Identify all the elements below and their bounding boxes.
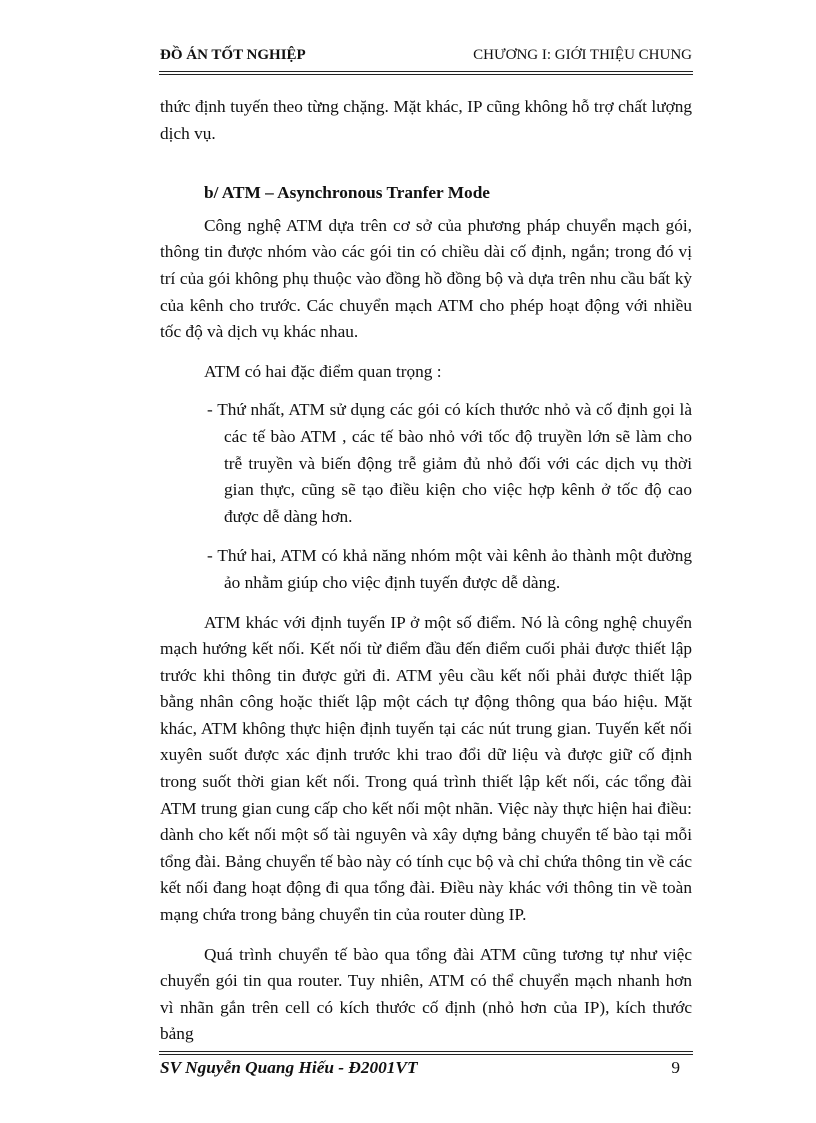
footer-divider [159, 1051, 693, 1055]
header-divider [159, 71, 693, 75]
paragraph: Quá trình chuyển tế bào qua tổng đài ATM cũng tương tự như việc chuyển gói tin qua router. Tuy nhiên, ATM có thể chuyển mạch nhanh hơn vì nhãn gắn trên cell có kích thước cố định (nhỏ hơn của IP), kích thước bảng [160, 944, 692, 1044]
page-header [160, 47, 692, 64]
page-footer [160, 1058, 680, 1078]
page-body [160, 94, 692, 1048]
header-document-title: ĐỒ ÁN TỐT NGHIỆP [160, 47, 306, 63]
paragraph: ATM có hai đặc điểm quan trọng : [204, 361, 442, 381]
footer-author: SV Nguyễn Quang Hiếu - Đ2001VT [160, 1058, 418, 1077]
bullet-item: - Thứ hai, ATM có khả năng nhóm một vài kênh ảo thành một đường ảo nhằm giúp cho việc định tuyến được dễ dàng. [207, 546, 692, 592]
paragraph: Công nghệ ATM dựa trên cơ sở của phương pháp chuyển mạch gói, thông tin được nhóm vào các gói tin có chiều dài cố định, ngắn; trong đó vị trí của gói không phụ thuộc vào đồng hồ đồng bộ và dựa trên nhu cầu bất kỳ của kênh cho trước. Các chuyển mạch ATM cho phép hoạt động với nhiều tốc độ và dịch vụ khác nhau. [160, 215, 692, 342]
continuation-paragraph: thức định tuyến theo từng chặng. Mặt khác, IP cũng không hỗ trợ chất lượng dịch vụ. [160, 97, 692, 143]
header-chapter-title: CHƯƠNG I: GIỚI THIỆU CHUNG [473, 47, 692, 63]
page-number: 9 [671, 1058, 680, 1077]
paragraph: ATM khác với định tuyến IP ở một số điểm. Nó là công nghệ chuyển mạch hướng kết nối. Kết nối từ điểm đầu đến điểm cuối phải được thiết lập trước khi thông tin được gửi đi. ATM yêu cầu kết nối phải được thiết lập bằng nhân công hoặc thiết lập một cách tự động thông qua báo hiệu. Mặt khác, ATM không thực hiện định tuyến tại các nút trung gian. Tuyến kết nối xuyên suốt được xác định trước khi trao đổi dữ liệu và được giữ cố định trong suốt thời gian kết nối. Trong quá trình thiết lập kết nối, các tổng đài ATM trung gian cung cấp cho kết nối một nhãn. Việc này thực hiện hai điều: dành cho kết nối một số tài nguyên và xây dựng bảng chuyển tế bào tại mỗi tổng đài. Bảng chuyển tế bào này có tính cục bộ và chỉ chứa thông tin về các kết nối đang hoạt động đi qua tổng đài. Điều này khác với thông tin về toàn mạng chứa trong bảng chuyển tin của router dùng IP. [160, 612, 692, 925]
bullet-item: - Thứ nhất, ATM sử dụng các gói có kích thước nhỏ và cố định gọi là các tế bào ATM , các tế bào nhỏ với tốc độ truyền lớn sẽ làm cho trễ truyền và biến động trễ giảm đủ nhỏ đối với các dịch vụ thời gian thực, cũng sẽ tạo điều kiện cho việc hợp kênh ở tốc độ cao được dễ dàng hơn. [207, 400, 692, 526]
section-heading: b/ ATM – Asynchronous Tranfer Mode [204, 183, 490, 203]
